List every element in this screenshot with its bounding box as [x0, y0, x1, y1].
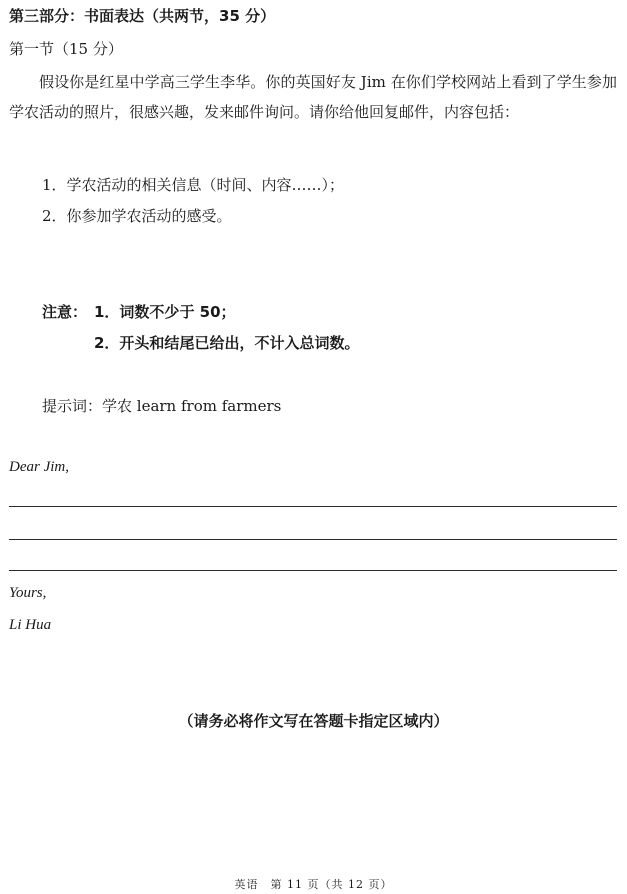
- letter-signature: Li Hua: [9, 617, 52, 633]
- note-label: 注意：: [42, 303, 88, 321]
- hint-words: 提示词：学农 learn from farmers: [42, 397, 282, 415]
- part-title: 第三部分：书面表达（共两节，35 分）: [9, 7, 276, 25]
- answer-line-2: [9, 539, 617, 540]
- letter-salutation: Dear Jim,: [9, 459, 69, 475]
- requirement-item-1: 1．学农活动的相关信息（时间、内容……）；: [42, 176, 345, 194]
- letter-closing: Yours,: [9, 585, 47, 601]
- answer-line-3: [9, 570, 617, 571]
- section-title: 第一节（15 分）: [9, 40, 123, 58]
- note-item-2: 2．开头和结尾已给出，不计入总词数。: [94, 334, 360, 352]
- note-item-1: 1．词数不少于 50；: [94, 303, 236, 321]
- page-footer: 英语 第 11 页（共 12 页）: [234, 878, 393, 891]
- requirement-item-2: 2．你参加学农活动的感受。: [42, 207, 232, 225]
- writing-prompt: 假设你是红星中学高三学生李华。你的英国好友 Jim 在你们学校网站上看到了学生参加学农活动的照片，很感兴趣，发来邮件询问。请你给他回复邮件，内容包括：: [9, 73, 617, 121]
- answer-sheet-instruction: （请务必将作文写在答题卡指定区域内）: [178, 712, 449, 730]
- answer-line-1: [9, 506, 617, 507]
